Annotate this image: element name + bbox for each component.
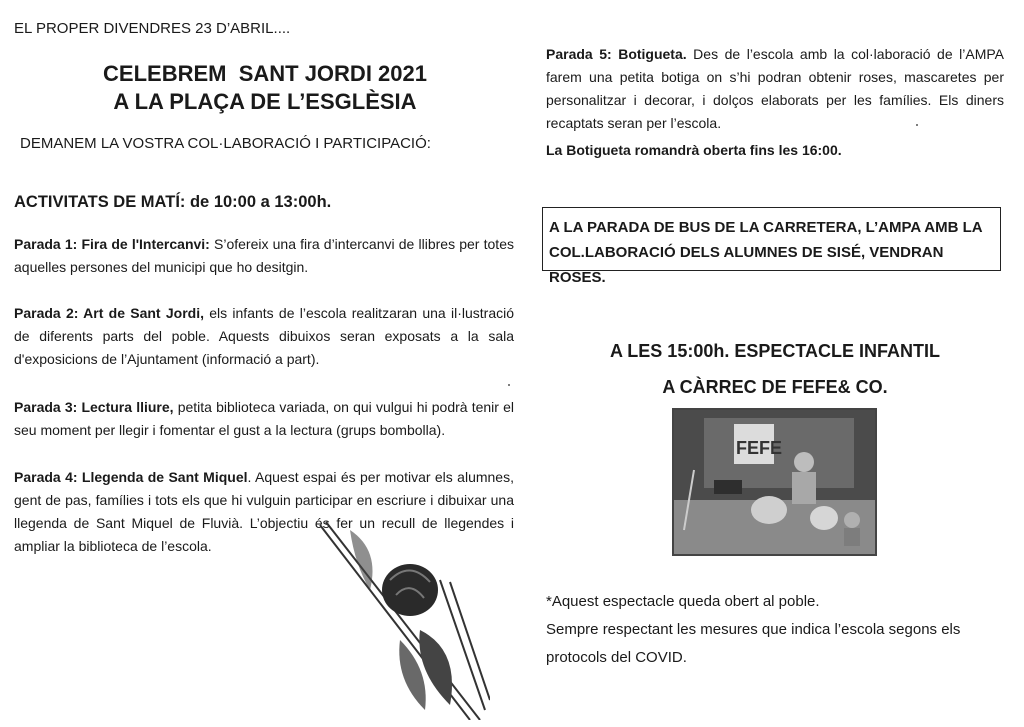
stall-1-label: Parada 1: Fira de l'Intercanvi: — [14, 236, 210, 252]
shop-closing-time: La Botigueta romandrà oberta fins les 16:00. — [546, 142, 842, 158]
stall-5-text: Des de l’escola amb la col·laboració de l’AMPA farem una petita botiga on s’hi podran obtenir roses, mascaretes per personalitzar i decorar, i dolços elaborats per les famílies. Els diners recaptats seran per l’escola. — [546, 46, 1004, 131]
title-line-1: CELEBREM SANT JORDI 2021 — [103, 61, 427, 86]
stall-4-label: Parada 4: Llegenda de Sant Miquel — [14, 469, 248, 485]
rose-stem — [320, 522, 490, 720]
stall-5-label: Parada 5: Botigueta. — [546, 46, 687, 62]
stall-3-text: petita biblioteca variada, on qui vulgui hi podrà tenir el seu moment per llegir i fomentar el gust a la lectura (grups bombolla). — [14, 399, 514, 438]
stall-3 — [14, 396, 514, 442]
rose-flower — [382, 564, 438, 616]
request-line: DEMANEM LA VOSTRA COL·LABORACIÓ I PARTICIPACIÓ: — [20, 135, 431, 152]
morning-heading: ACTIVITATS DE MATÍ: de 10:00 a 13:00h. — [14, 193, 332, 211]
rose-illustration — [310, 520, 490, 720]
show-announcement — [546, 333, 1004, 405]
show-photo — [672, 408, 877, 556]
date-line: EL PROPER DIVENDRES 23 D’ABRIL.... — [14, 20, 291, 37]
stall-4-text: . Aquest espai és per motivar els alumnes, gent de pas, famílies i tots els que hi vulguin participar en escriure i dibuixar una llegenda de Sant Miquel de Fluvià. L’objectiu és fer un recull de llegendes i ampliar la biblioteca de l’escola. — [14, 469, 514, 554]
note-line-1: *Aquest espectacle queda obert al poble. — [546, 593, 820, 610]
bus-notice-box: A LA PARADA DE BUS DE LA CARRETERA, L’AMPA AMB LA COL.LABORACIÓ DELS ALUMNES DE SISÉ, VENDRAN ROSES. — [542, 207, 1001, 271]
show-notes — [546, 588, 1006, 672]
page-title — [40, 60, 490, 116]
stall-3-label: Parada 3: Lectura lliure, — [14, 399, 174, 415]
stall-1 — [14, 233, 514, 279]
show-photo-scene — [674, 410, 875, 554]
speck-mark — [508, 384, 510, 386]
title-line-2: A LA PLAÇA DE L’ESGLÈSIA — [113, 89, 417, 114]
speck-mark-right — [916, 124, 918, 126]
photo-sign-text: FEFE — [736, 438, 783, 458]
stall-1-text: S’ofereix una fira d’intercanvi de llibres per totes aquelles persones del municipi que ho desitgin. — [14, 236, 514, 275]
stall-2-text: els infants de l’escola realitzaran una il·lustració de diferents parts del poble. Aquests dibuixos seran exposats a la sala d'exposicions de l’Ajuntament (informació a part). — [14, 305, 514, 367]
show-line-2: A CÀRREC DE FEFE& CO. — [662, 377, 888, 397]
stall-2-label: Parada 2: Art de Sant Jordi, — [14, 305, 204, 321]
stall-5 — [546, 43, 1004, 135]
stall-2 — [14, 302, 514, 371]
show-line-1: A LES 15:00h. ESPECTACLE INFANTIL — [609, 341, 941, 361]
note-line-2: Sempre respectant les mesures que indica l’escola segons els protocols del COVID. — [546, 621, 961, 666]
